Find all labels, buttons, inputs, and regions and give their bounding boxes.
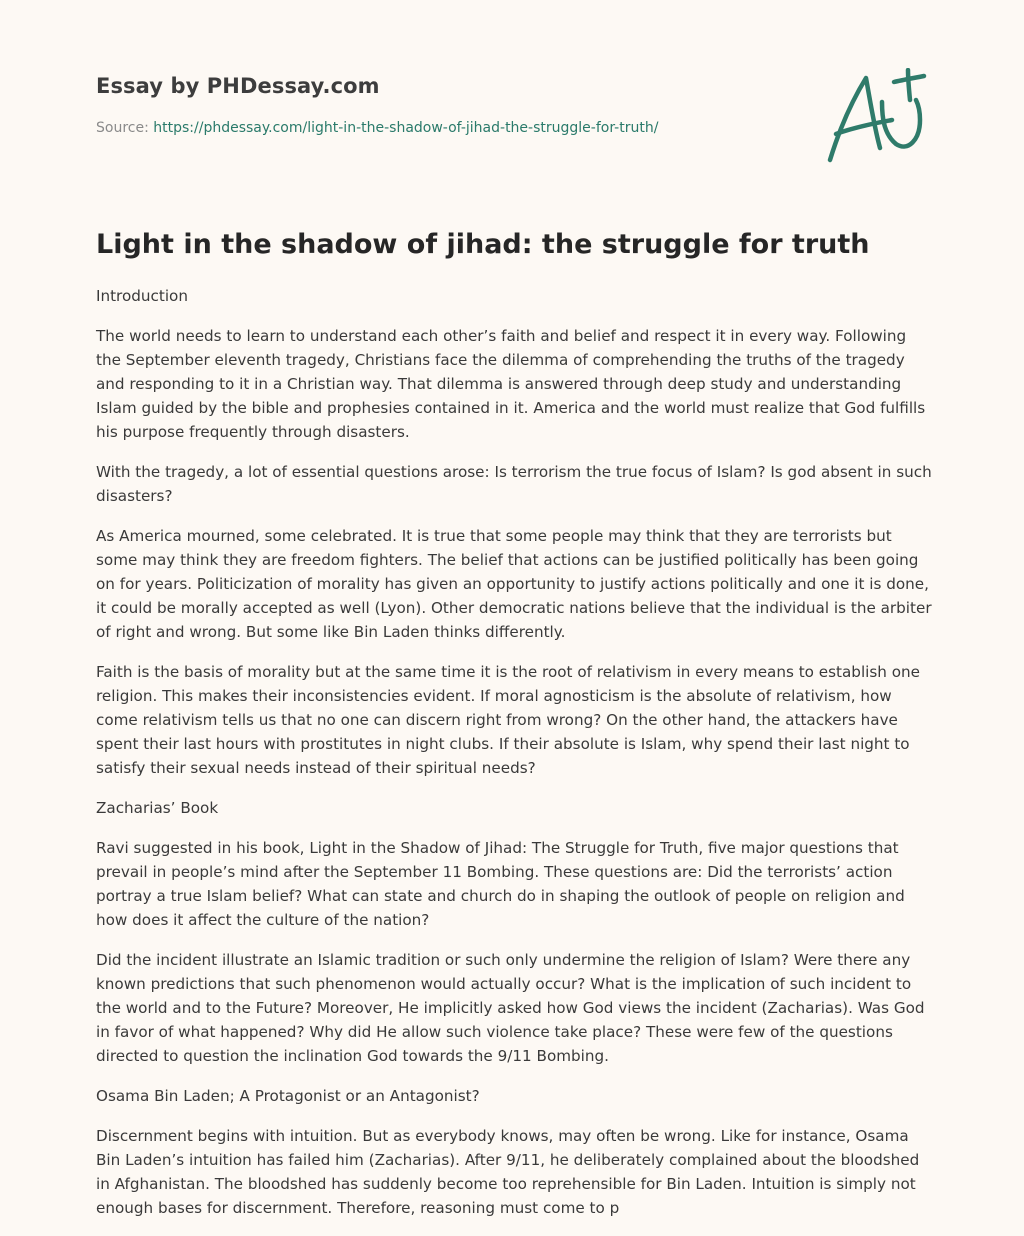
essay-paragraph: Ravi suggested in his book, Light in the Shadow of Jihad: The Struggle for Truth, five major questions that prevail in people’s mind after the September 11 Bombing. These questions are: Did the terrorists’ action portray a true Islam belief? What can state and church do in shaping the outlook of people on religion and how does it affect the culture of the nation? — [96, 839, 905, 929]
essay-article — [96, 226, 932, 1236]
source-label: Source: — [96, 120, 149, 136]
source-line — [96, 120, 936, 136]
essay-paragraph: Introduction — [96, 287, 188, 305]
essay-paragraph: Osama Bin Laden; A Protagonist or an Antagonist? — [96, 1087, 480, 1105]
essay-paragraph: Did the incident illustrate an Islamic tradition or such only undermine the religion of Islam? Were there any known predictions that such phenomenon would actually occur? What is the implication of such incident to the world and to the Future? Moreover, He implicitly asked how God views the incident (Zacharias). Was God in favor of what happened? Why did He allow such violence take place? These were few of the questions directed to question the inclination God towards the 9/11 Bombing. — [96, 951, 925, 1065]
essay-paragraph: Faith is the basis of morality but at the same time it is the root of relativism in every means to establish one religion. This makes their inconsistencies evident. If moral agnosticism is the absolute of relativism, how come relativism tells us that no one can discern right from wrong? On the other hand, the attackers have spent their last hours with prostitutes in night clubs. If their absolute is Islam, why spend their last night to satisfy their sexual needs instead of their spiritual needs? — [96, 663, 921, 777]
page-header — [96, 74, 936, 136]
essay-paragraph: With the tragedy, a lot of essential questions arose: Is terrorism the true focus of Islam? Is god absent in such disasters? — [96, 463, 932, 505]
essay-title: Light in the shadow of jihad: the struggle for truth — [96, 229, 870, 260]
essay-paragraph: Zacharias’ Book — [96, 799, 219, 817]
essay-paragraph: The world needs to learn to understand each other’s faith and belief and respect it in every way. Following the September eleventh tragedy, Christians face the dilemma of comprehending the truths of the tragedy and responding to it in a Christian way. That dilemma is answered through deep study and understanding Islam guided by the bible and prophesies contained in it. America and the world must realize that God fulfills his purpose frequently through disasters. — [96, 327, 926, 441]
essay-paragraph: Discernment begins with intuition. But as everybody knows, may often be wrong. Like for instance, Osama Bin Laden’s intuition has failed him (Zacharias). After 9/11, he deliberately complained about the bloodshed in Afghanistan. The bloodshed has suddenly become too reprehensible for Bin Laden. Intuition is simply not enough bases for discernment. Therefore, reasoning must come to p — [96, 1127, 920, 1217]
source-link[interactable]: https://phdessay.com/light-in-the-shadow-of-jihad-the-struggle-for-truth/ — [153, 120, 659, 136]
essay-paragraph: As America mourned, some celebrated. It is true that some people may think that they are terrorists but some may think they are freedom fighters. The belief that actions can be justified politically has been going on for years. Politicization of morality has given an opportunity to justify actions politically and one it is done, it could be morally accepted as well (Lyon). Other democratic nations believe that the individual is the arbiter of right and wrong. But some like Bin Laden thinks differently. — [96, 527, 932, 641]
essay-body — [96, 284, 932, 1220]
a-plus-logo-icon — [822, 68, 932, 168]
site-title: Essay by PHDessay.com — [96, 74, 380, 98]
